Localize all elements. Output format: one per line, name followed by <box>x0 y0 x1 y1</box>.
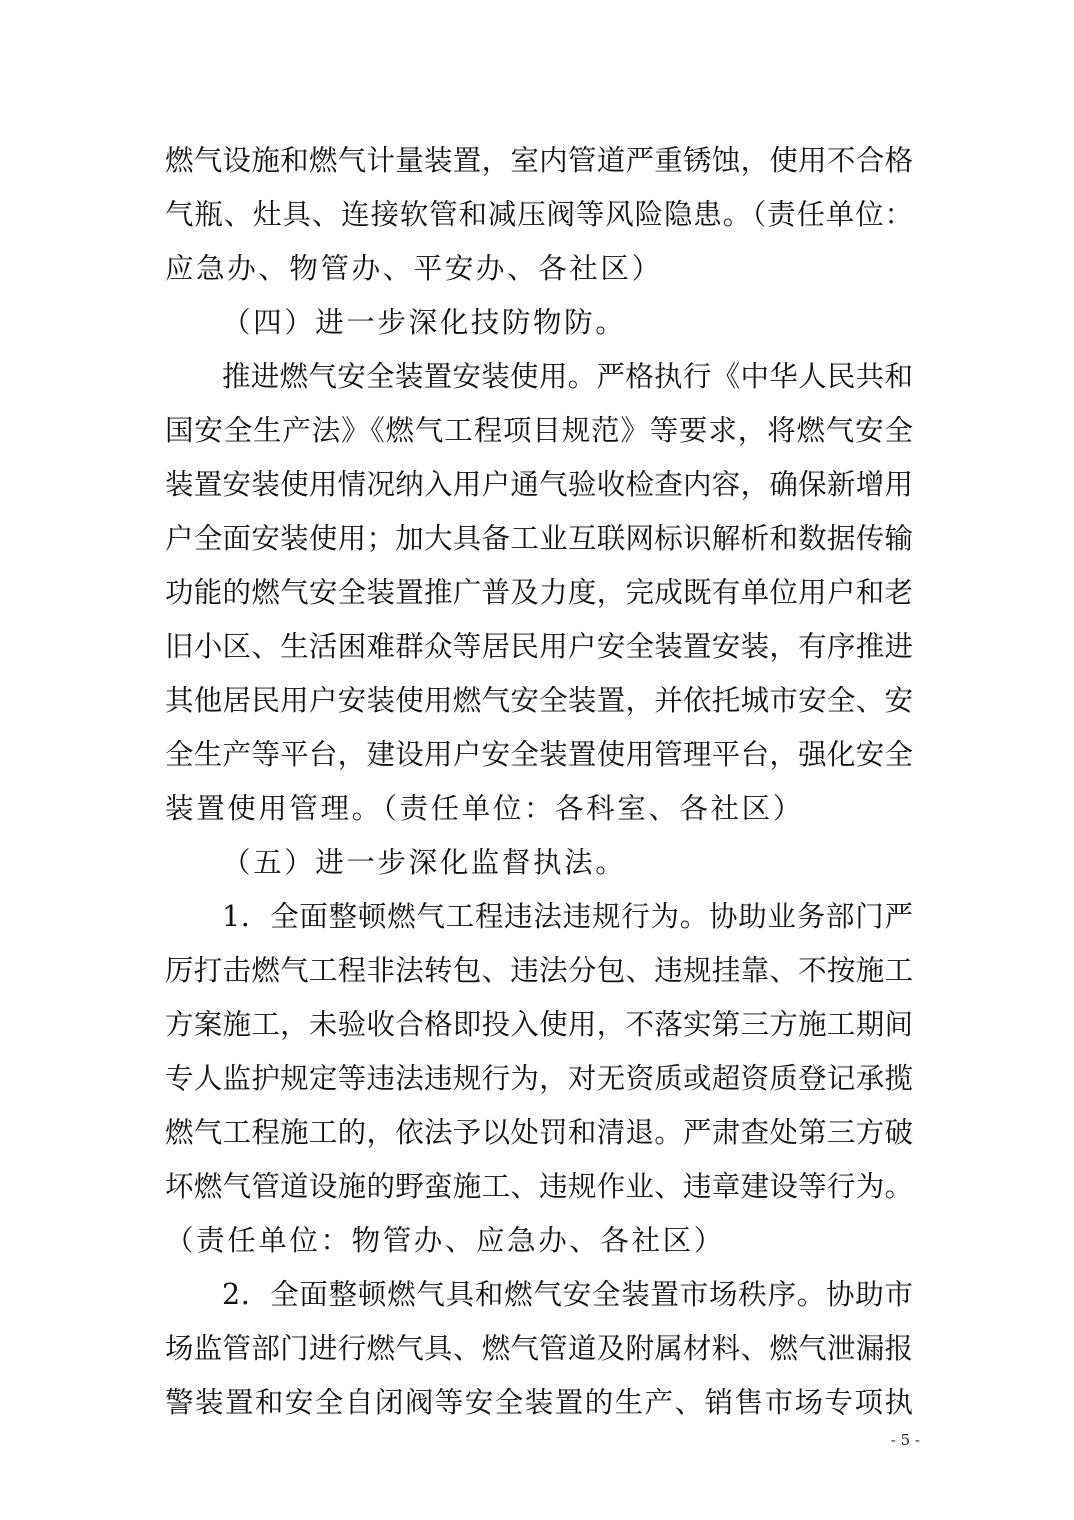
text-line: 国安全生产法》《燃气工程项目规范》等要求，将燃气安全 <box>165 414 913 447</box>
text-line: 应急办、物管办、平安办、各社区） <box>165 252 663 285</box>
body-text <box>165 134 913 1430</box>
text-line: 燃气工程施工的，依法予以处罚和清退。严肃查处第三方破 <box>165 1116 913 1149</box>
text-line: 全生产等平台，建设用户安全装置使用管理平台，强化安全 <box>165 738 913 771</box>
text-line: 户全面安装使用；加大具备工业互联网标识解析和数据传输 <box>165 522 913 555</box>
section-heading: （五）进一步深化监督执法。 <box>222 846 627 879</box>
text-line: 专人监护规定等违法违规行为，对无资质或超资质登记承揽 <box>165 1062 913 1095</box>
text-line: 装置安装使用情况纳入用户通气验收检查内容，确保新增用 <box>165 468 913 501</box>
text-line: 气瓶、灶具、连接软管和减压阀等风险隐患。（责任单位： <box>165 198 913 231</box>
text-line: 功能的燃气安全装置推广普及力度，完成既有单位用户和老 <box>165 576 913 609</box>
text-line: 1．全面整顿燃气工程违法违规行为。协助业务部门严 <box>222 900 913 933</box>
text-line: 警装置和安全自闭阀等安全装置的生产、销售市场专项执 <box>165 1386 913 1419</box>
page-number: - 5 - <box>890 1431 920 1449</box>
text-line: 装置使用管理。（责任单位：各科室、各社区） <box>165 792 804 825</box>
text-line: （责任单位：物管办、应急办、各社区） <box>165 1224 725 1257</box>
text-line: 旧小区、生活困难群众等居民用户安全装置安装，有序推进 <box>165 630 913 663</box>
text-line: 坏燃气管道设施的野蛮施工、违规作业、违章建设等行为。 <box>165 1170 913 1203</box>
text-line: 燃气设施和燃气计量装置，室内管道严重锈蚀，使用不合格 <box>165 144 913 177</box>
text-line: 2．全面整顿燃气具和燃气安全装置市场秩序。协助市 <box>222 1278 913 1311</box>
text-line: 方案施工，未验收合格即投入使用，不落实第三方施工期间 <box>165 1008 913 1041</box>
text-line: 厉打击燃气工程非法转包、违法分包、违规挂靠、不按施工 <box>165 954 913 987</box>
text-line: 场监管部门进行燃气具、燃气管道及附属材料、燃气泄漏报 <box>165 1332 913 1365</box>
text-line: 其他居民用户安装使用燃气安全装置，并依托城市安全、安 <box>165 684 913 717</box>
text-line: 推进燃气安全装置安装使用。严格执行《中华人民共和 <box>222 360 913 393</box>
section-heading: （四）进一步深化技防物防。 <box>222 306 627 339</box>
